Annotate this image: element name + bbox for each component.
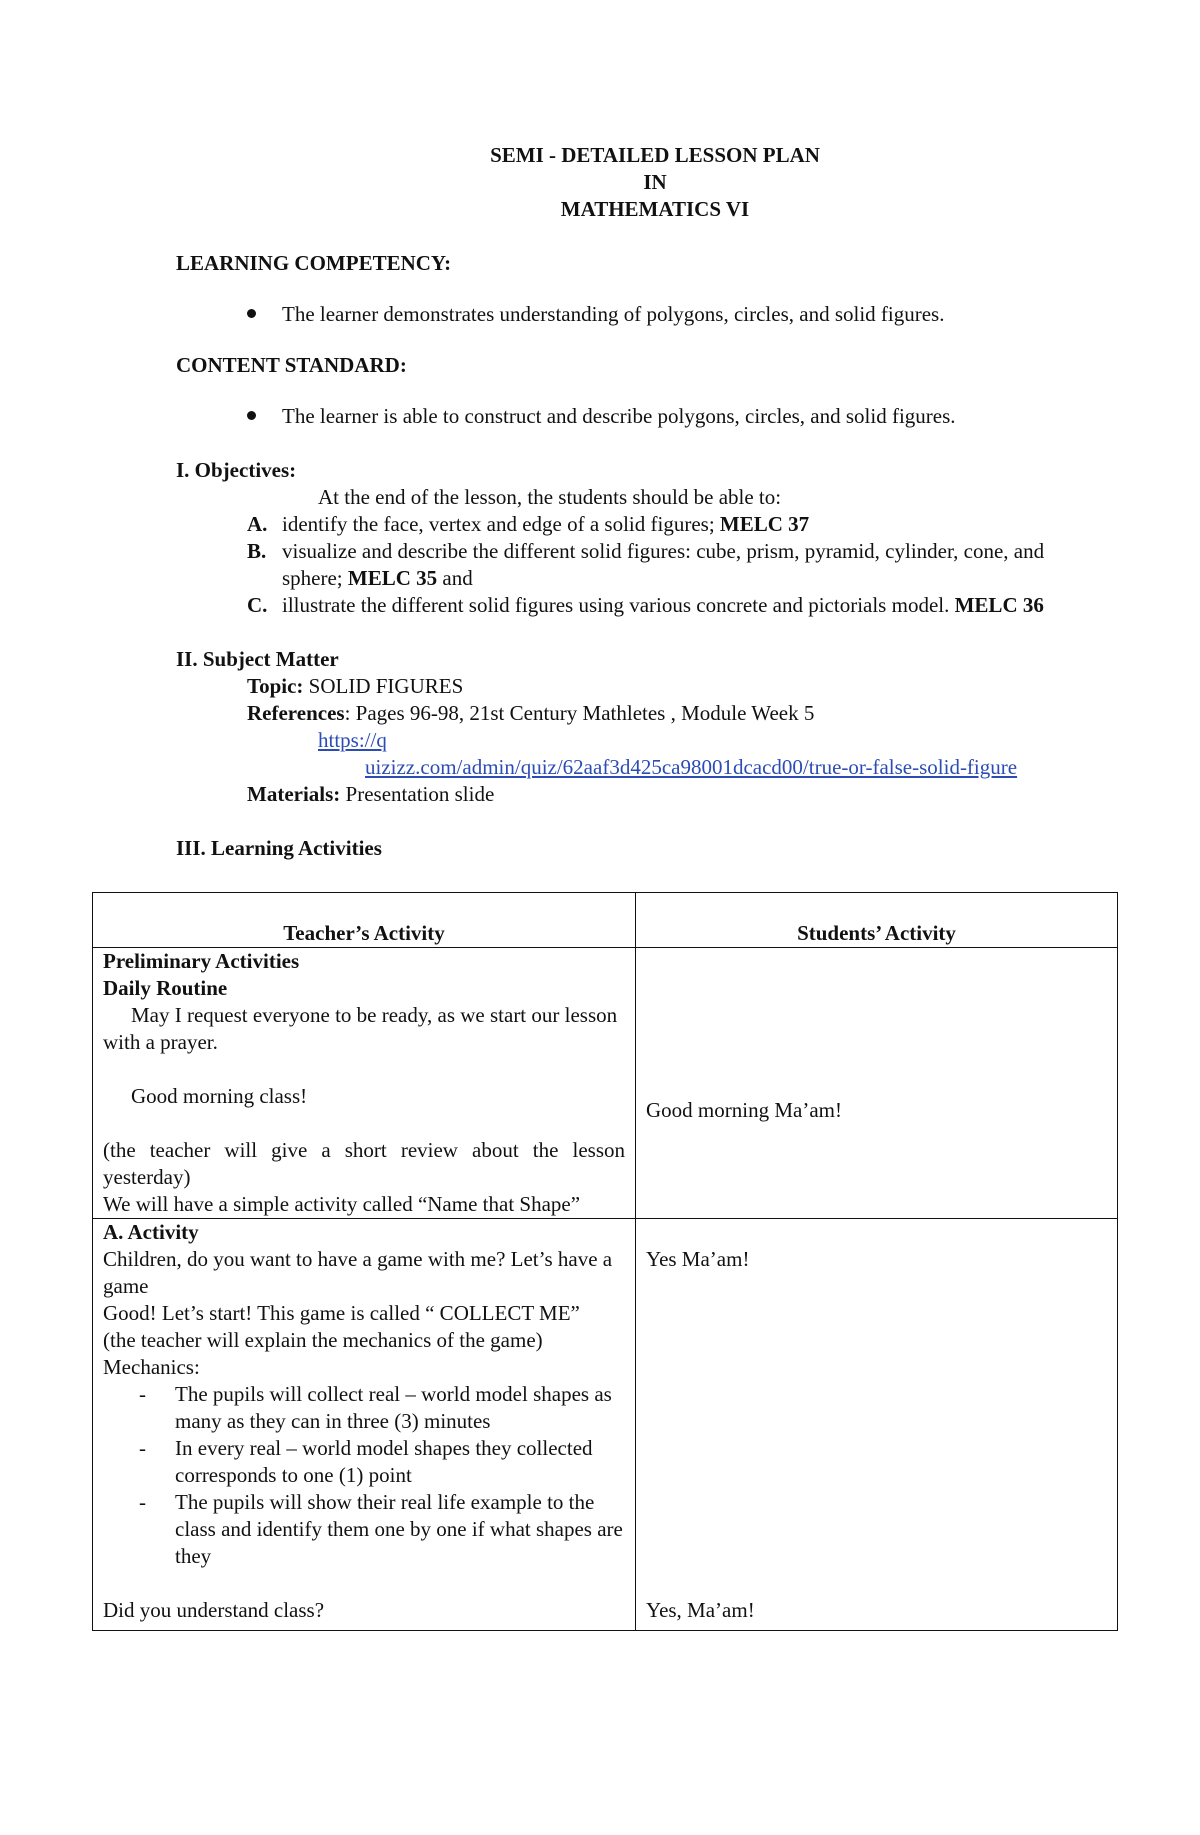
students-column-header: Students’ Activity — [636, 893, 1118, 948]
topic-label: Topic: — [247, 674, 304, 698]
melc-code: MELC 36 — [954, 593, 1044, 617]
melc-code: MELC 37 — [719, 512, 810, 536]
objective-letter: C. — [247, 593, 268, 617]
bullet-icon — [247, 411, 256, 420]
melc-code: MELC 35 — [347, 566, 438, 590]
learning-activities-heading: III. Learning Activities — [176, 836, 382, 860]
objective-letter: A. — [247, 512, 268, 536]
objective-item-b: visualize and describe the different solid figures: cube, prism, pyramid, cylinder, cone, and — [282, 539, 1045, 563]
materials-label: Materials: — [247, 782, 341, 806]
objective-item-c — [282, 592, 1044, 619]
objectives-heading: I. Objectives: — [176, 458, 297, 482]
students-cell — [636, 948, 1118, 1219]
objective-letter: B. — [247, 539, 267, 563]
objectives-intro: At the end of the lesson, the students should be able to: — [318, 485, 782, 509]
content-standard-heading: CONTENT STANDARD: — [176, 353, 407, 377]
objective-item-b-cont — [282, 565, 473, 592]
topic-value: SOLID FIGURES — [303, 674, 464, 698]
student-response: Good morning Ma’am! — [646, 1098, 842, 1122]
table-row — [93, 1219, 1118, 1631]
teacher-text: Did you understand class? — [103, 1598, 325, 1622]
table-row — [93, 948, 1118, 1219]
quizizz-link-cont[interactable]: uizizz.com/admin/quiz/62aaf3d425ca98001dcacd00/true-or-false-solid-figure — [365, 755, 1018, 779]
objective-item-a — [282, 511, 809, 538]
mechanics-list — [103, 1381, 625, 1570]
list-item: - The pupils will collect real – world model shapes as many as they can in three (3) minutes — [175, 1381, 625, 1435]
teacher-text: Mechanics: — [103, 1355, 200, 1379]
objective-text: sphere; — [282, 566, 348, 590]
teacher-cell — [93, 948, 636, 1219]
materials-line — [247, 781, 494, 808]
teacher-text: Good! Let’s start! This game is called “ COLLECT ME” — [103, 1301, 580, 1325]
teacher-text: May I request everyone to be ready, as we start our lesson with a prayer. — [103, 1003, 618, 1054]
title-line-2: IN — [643, 170, 667, 194]
activities-table — [92, 892, 1118, 1631]
objective-text: identify the face, vertex and edge of a solid figures; — [282, 512, 720, 536]
learning-competency-heading: LEARNING COMPETENCY: — [176, 251, 452, 275]
teacher-text: (the teacher will explain the mechanics of the game) — [103, 1328, 543, 1352]
objective-tail: and — [437, 566, 473, 590]
subject-matter-heading: II. Subject Matter — [176, 647, 339, 671]
teacher-text: (the teacher will give a short review about the lesson yesterday) — [103, 1138, 625, 1189]
topic-line — [247, 673, 463, 700]
learning-competency-text: The learner demonstrates understanding of polygons, circles, and solid figures. — [282, 302, 945, 326]
title-line-3: MATHEMATICS VI — [560, 197, 750, 221]
objective-text: illustrate the different solid figures using various concrete and pictorials model. — [282, 593, 955, 617]
quizizz-link[interactable]: https://q — [318, 728, 387, 752]
activity-heading: A. Activity — [103, 1220, 199, 1244]
references-label: References — [247, 701, 345, 725]
teacher-column-header: Teacher’s Activity — [93, 893, 636, 948]
teacher-cell — [93, 1219, 636, 1631]
list-item: - In every real – world model shapes they collected corresponds to one (1) point — [175, 1435, 625, 1489]
materials-value: Presentation slide — [340, 782, 495, 806]
title-line-1: SEMI - DETAILED LESSON PLAN — [490, 143, 820, 167]
references-line — [247, 700, 814, 727]
bullet-icon — [247, 309, 256, 318]
list-item: - The pupils will show their real life example to the class and identify them one by one if what shapes are they — [175, 1489, 625, 1570]
teacher-text: We will have a simple activity called “Name that Shape” — [103, 1192, 581, 1216]
references-value: : Pages 96-98, 21st Century Mathletes , Module Week 5 — [344, 701, 815, 725]
student-response: Yes, Ma’am! — [646, 1598, 755, 1622]
teacher-text: Children, do you want to have a game with me? Let’s have a game — [103, 1247, 613, 1298]
student-response: Yes Ma’am! — [646, 1247, 750, 1271]
table-header-row — [93, 893, 1118, 948]
daily-routine-heading: Daily Routine — [103, 976, 228, 1000]
teacher-text: Good morning class! — [131, 1084, 308, 1108]
content-standard-text: The learner is able to construct and describe polygons, circles, and solid figures. — [282, 404, 956, 428]
students-cell — [636, 1219, 1118, 1631]
preliminary-heading: Preliminary Activities — [103, 949, 300, 973]
